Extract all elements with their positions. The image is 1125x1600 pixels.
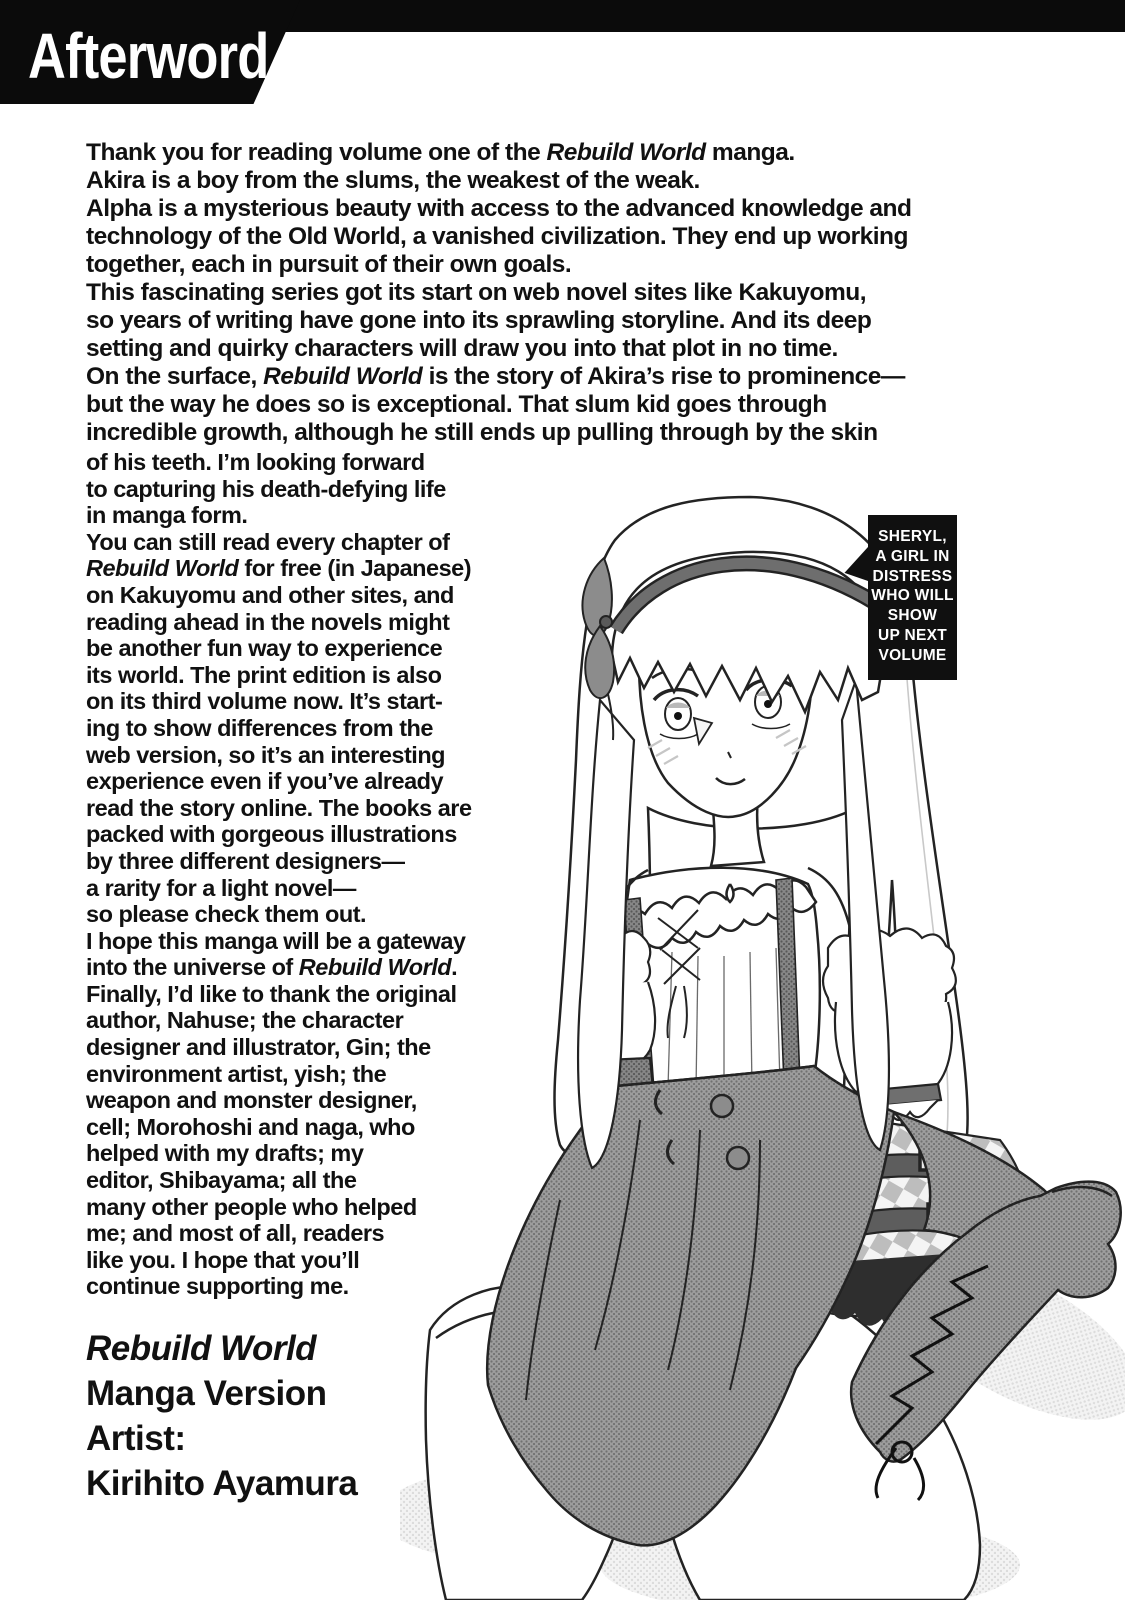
afterword-text-narrow: of his teeth. I’m looking forward to capturing his death-defying life in manga form. You can still read every chapter of Rebuild World for free (in Japanese) on Kakuyomu and other sites, and reading ahead in the novels might be another fun way to experience its world. The print edition is also on its third volume now. It’s start- ing to show differences from the web version, so it’s an interesting experience even if you’ve already read the story online. The books are packed with gorgeous illustrations by three different designers— a rarity for a light novel— so please check them out. I hope this manga will be a gateway into the universe of Rebuild World. Finally, I’d like to thank the original author, Nahuse; the character designer and illustrator, Gin; the environment artist, yish; the weapon and monster designer, cell; Morohoshi and naga, who helped with my drafts; my editor, Shibayama; all the many other people who helped me; and most of all, readers like you. I hope that you’ll continue supporting me. (86, 449, 472, 1300)
afterword-text-wide: Thank you for reading volume one of the Rebuild World manga. Akira is a boy from the slums, the weakest of the weak. Alpha is a mysterious beauty with access to the advanced knowledge and technology of the Old World, a vanished civilization. They end up working together, each in pursuit of their own goals. This fascinating series got its start on web novel sites like Kakuyomu, so years of writing have gone into its sprawling storyline. And its deep setting and quirky characters will draw you into that plot in no time. On the surface, Rebuild World is the story of Akira’s rise to prominence— but the way he does so is exceptional. That slum kid goes through incredible growth, although he still ends up pulling through by the skin (86, 139, 912, 446)
artist-signature: Rebuild World Manga Version Artist: Kirihito Ayamura (86, 1329, 358, 1503)
page-title: Afterword (28, 20, 269, 92)
sheryl-illustration (400, 470, 1125, 1600)
speech-bubble (868, 515, 957, 680)
speech-bubble-text: SHERYL, A GIRL IN DISTRESS WHO WILL SHOW UP NEXT VOLUME (871, 528, 954, 664)
